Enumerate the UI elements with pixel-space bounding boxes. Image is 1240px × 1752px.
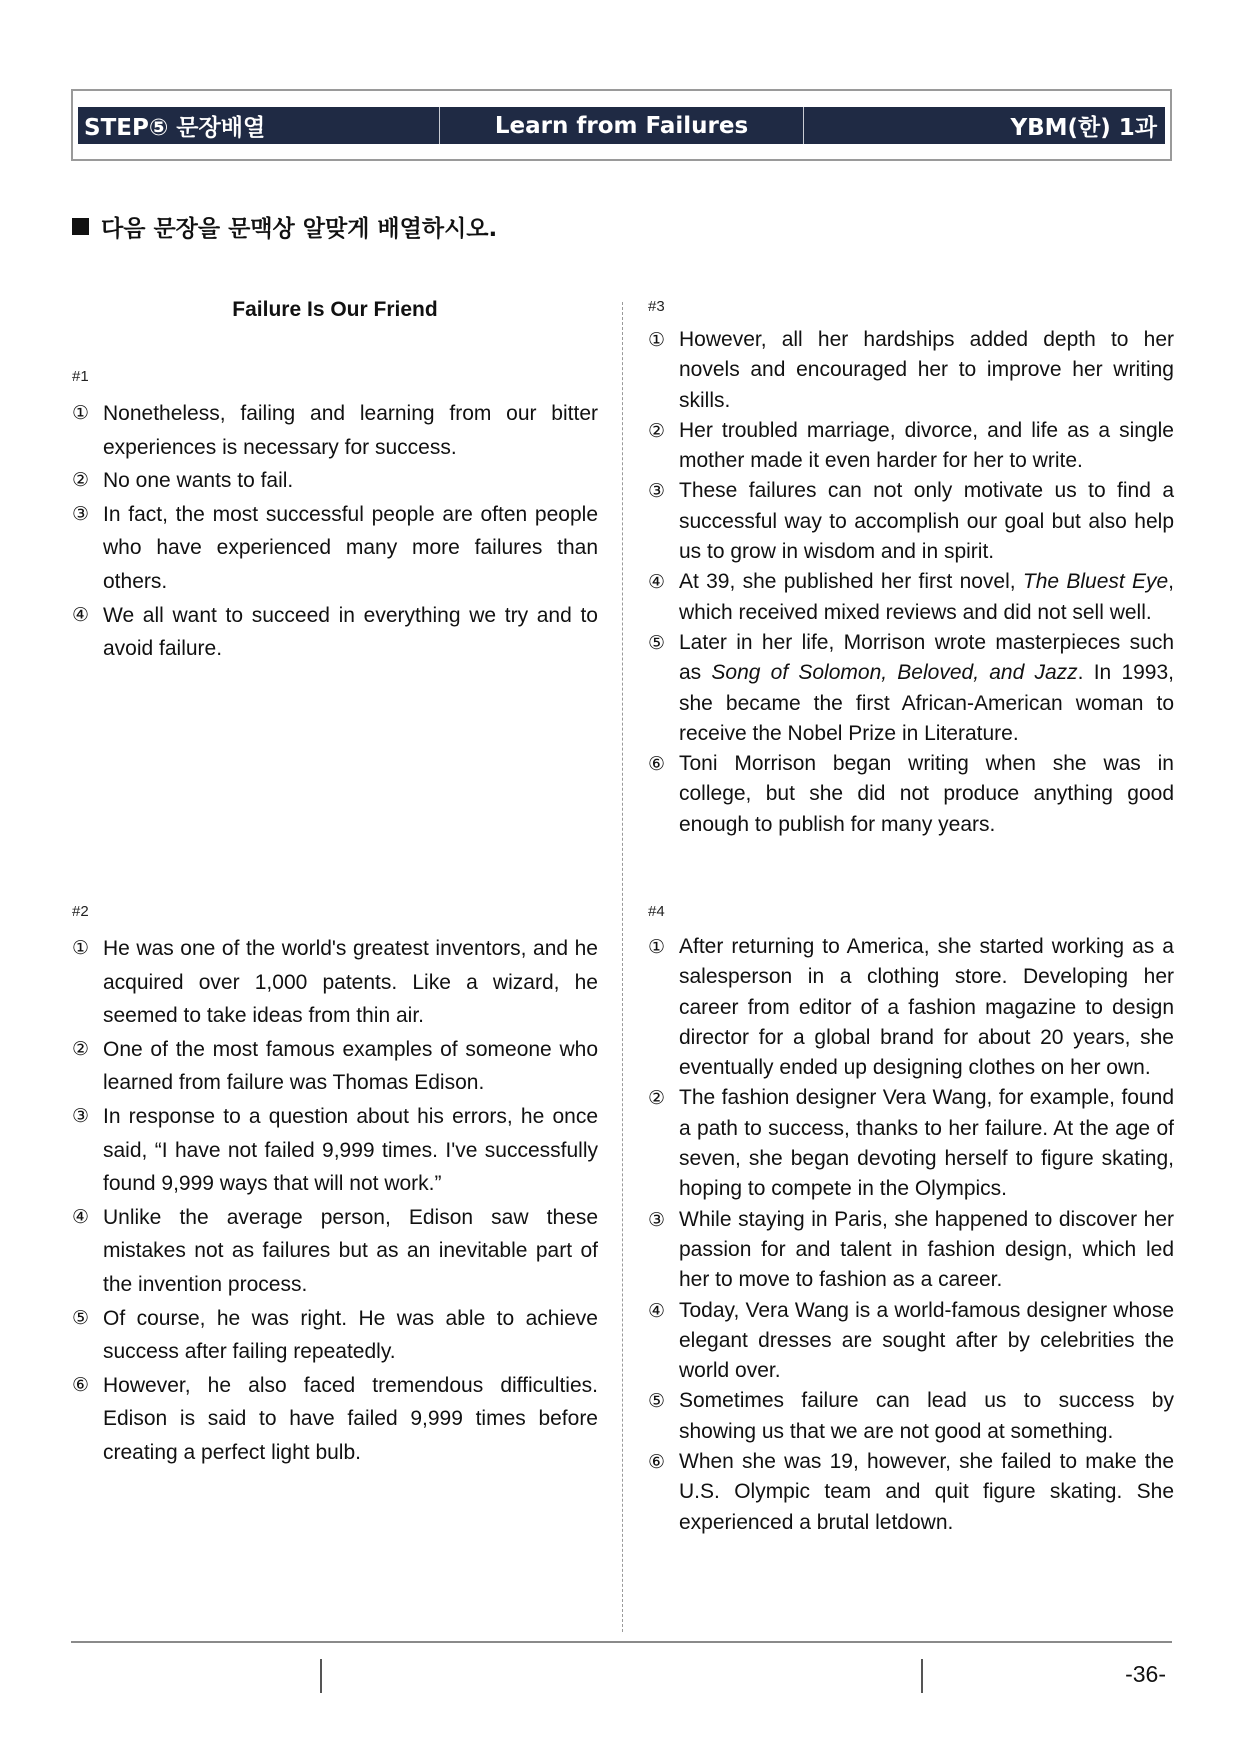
footer-divider-right [921, 1659, 923, 1693]
item-text: , which received mixed reviews and did not sell well. [679, 570, 1175, 624]
item-number: ⑤ [72, 1306, 90, 1329]
item-text: . In 1993, she became the first African-American woman to receive the Nobel Prize in Literature. [679, 661, 1174, 745]
item-text: Unlike the average person, Edison saw these mistakes not as failures but as an inevitable part of the invention process. [103, 1205, 598, 1296]
item-text: One of the most famous examples of someone who learned from failure was Thomas Edison. [103, 1037, 598, 1095]
item-text: Her troubled marriage, divorce, and life as a single mother made it even harder for her to write. [679, 418, 1174, 473]
list-item [72, 498, 598, 599]
item-text: Today, Vera Wang is a world-famous designer whose elegant dresses are sought after by celebrities the world over. [679, 1298, 1174, 1383]
item-number: ① [72, 937, 90, 959]
lesson-title: Learn from Failures [440, 107, 804, 144]
item-number: ⑤ [648, 1390, 666, 1413]
footer-divider-left [320, 1659, 322, 1693]
item-number: ⑤ [648, 631, 666, 654]
instruction [72, 210, 497, 243]
list-item [648, 1205, 1174, 1296]
item-text: In response to a question about his errors, he once said, “I have not failed 9,999 times. I've successfully found 9,999 ways that will not work.” [103, 1104, 598, 1196]
page-number: -36- [1125, 1661, 1166, 1687]
item-text: Toni Morrison began writing when she was in college, but she did not produce anything good enough to publish for many years. [679, 752, 1174, 836]
item-text: However, all her hardships added depth to her novels and encouraged her to improve her writing skills. [679, 328, 1174, 412]
footer-rule [71, 1641, 1172, 1643]
header-bar [78, 107, 1165, 144]
item-number: ④ [72, 603, 90, 626]
list-item [648, 932, 1174, 1083]
instruction-text: 다음 문장을 문맥상 알맞게 배열하시오. [101, 216, 498, 242]
item-text: Sometimes failure can lead us to success by showing us that we are not good at something. [679, 1389, 1174, 1443]
list-item [648, 1447, 1174, 1538]
item-text-italic: The Bluest Eye [1022, 570, 1169, 594]
question-label-2: #2 [72, 903, 89, 920]
item-text: Nonetheless, failing and learning from our bitter experiences is necessary for success. [103, 402, 598, 459]
item-text: In fact, the most successful people are often people who have experienced many more failures than others. [103, 502, 598, 593]
item-number: ③ [72, 1104, 90, 1127]
list-item [648, 749, 1174, 840]
item-number: ③ [648, 1208, 666, 1231]
list-item [72, 464, 598, 498]
item-text: Later in her life, Morrison wrote masterpieces such as [679, 630, 1174, 685]
list-item [648, 416, 1174, 477]
section-title: Failure Is Our Friend [232, 298, 438, 321]
question-label-3: #3 [648, 298, 665, 315]
header-box [71, 89, 1172, 161]
question-2-list [72, 932, 598, 1470]
list-item [648, 476, 1174, 567]
list-item [648, 325, 1174, 416]
item-number: ④ [72, 1205, 90, 1228]
list-item [72, 1302, 598, 1369]
item-text: The fashion designer Vera Wang, for example, found a path to success, thanks to her failure. At the age of seven, she began devoting herself to figure skating, hoping to compete in the Olympics. [679, 1086, 1174, 1201]
item-number: ① [72, 402, 90, 424]
list-item [648, 1083, 1174, 1204]
list-item [72, 1033, 598, 1100]
list-item [648, 1296, 1174, 1387]
item-text-italic: Song of Solomon, Beloved, and Jazz [711, 661, 1078, 685]
list-item [72, 397, 598, 464]
column-divider [622, 302, 623, 1632]
item-text: He was one of the world's greatest inventors, and he acquired over 1,000 patents. Like a wizard, he seemed to take ideas from thin air. [103, 937, 598, 1028]
item-text: We all want to succeed in everything we try and to avoid failure. [103, 603, 598, 661]
step-label: STEP⑤ 문장배열 [78, 107, 440, 144]
list-item [648, 628, 1174, 749]
list-item [72, 932, 598, 1033]
item-number: ① [648, 329, 666, 351]
question-3-list [648, 325, 1174, 840]
list-item [648, 1386, 1174, 1447]
item-number: ⑥ [72, 1373, 90, 1396]
list-item [72, 599, 598, 666]
list-item [72, 1201, 598, 1302]
item-text: Of course, he was right. He was able to achieve success after failing repeatedly. [103, 1306, 598, 1364]
item-number: ③ [648, 480, 666, 503]
item-number: ⑥ [648, 1451, 666, 1474]
question-label-4: #4 [648, 903, 665, 920]
square-bullet-icon [72, 218, 89, 235]
list-item [648, 567, 1174, 628]
item-number: ③ [72, 502, 90, 525]
item-number: ① [648, 936, 666, 958]
item-number: ④ [648, 571, 666, 594]
item-text: When she was 19, however, she failed to make the U.S. Olympic team and quit figure skating. She experienced a brutal letdown. [679, 1450, 1174, 1534]
item-number: ④ [648, 1299, 666, 1322]
item-number: ② [72, 469, 90, 492]
list-item [72, 1100, 598, 1201]
question-1-list [72, 397, 598, 666]
item-text: However, he also faced tremendous difficulties. Edison is said to have failed 9,999 times before creating a perfect light bulb. [103, 1373, 598, 1464]
question-4-list [648, 932, 1174, 1538]
item-text: At 39, she published her first novel, [679, 570, 1023, 594]
item-number: ② [72, 1037, 90, 1060]
item-text: While staying in Paris, she happened to discover her passion for and talent in fashion design, which led her to move to fashion as a career. [679, 1207, 1174, 1292]
publisher-label: YBM(한) 1과 [1010, 115, 1157, 141]
item-text: After returning to America, she started working as a salesperson in a clothing store. Developing her career from editor of a fashion magazine to design director for a global brand for about 20 years, she eventually ended up designing clothes on her own. [679, 935, 1174, 1080]
item-number: ⑥ [648, 753, 666, 776]
question-label-1: #1 [72, 368, 89, 385]
item-text: No one wants to fail. [103, 469, 294, 493]
item-text: These failures can not only motivate us to find a successful way to accomplish our goal but also help us to grow in wisdom and in spirit. [679, 479, 1174, 564]
list-item [72, 1369, 598, 1470]
item-number: ② [648, 419, 666, 442]
item-number: ② [648, 1087, 666, 1110]
